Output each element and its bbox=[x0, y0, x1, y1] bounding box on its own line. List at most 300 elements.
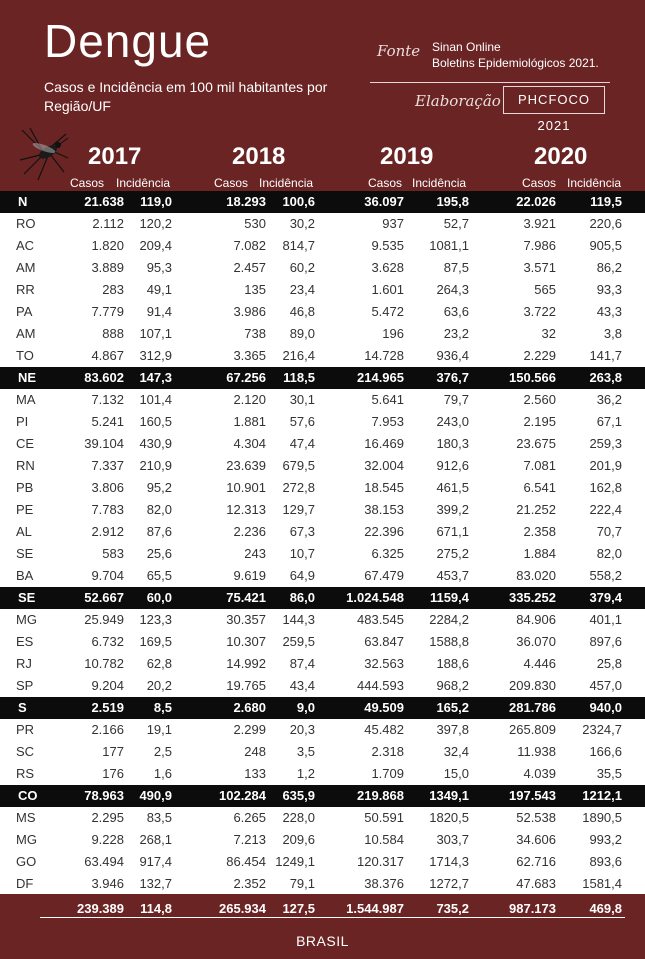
cases-cell: 177 bbox=[102, 744, 124, 759]
region-row bbox=[0, 191, 645, 213]
incidence-cell: 89,0 bbox=[289, 326, 315, 341]
cases-cell: 2.195 bbox=[523, 414, 556, 429]
total-row bbox=[0, 894, 645, 924]
cases-cell: 2.295 bbox=[91, 810, 124, 825]
cases-cell: 2.112 bbox=[92, 216, 124, 231]
cases-cell: 1.709 bbox=[371, 766, 404, 781]
page-subtitle: Casos e Incidência em 100 mil habitantes por Região/UF bbox=[44, 79, 328, 114]
total-cases-cell: 239.389 bbox=[77, 901, 124, 916]
incidence-cell: 243,0 bbox=[436, 414, 469, 429]
incidence-cell: 2,5 bbox=[153, 744, 172, 759]
cases-cell: 4.446 bbox=[523, 656, 556, 671]
cases-cell: 7.986 bbox=[523, 238, 556, 253]
incidence-cell: 216,4 bbox=[282, 348, 315, 363]
incidence-cell: 67,3 bbox=[289, 524, 315, 539]
uf-code: DF bbox=[16, 876, 34, 891]
cases-cell: 196 bbox=[382, 326, 404, 341]
cases-cell: 248 bbox=[244, 744, 266, 759]
incidence-cell: 52,7 bbox=[443, 216, 469, 231]
cases-cell: 1.881 bbox=[233, 414, 266, 429]
cases-cell: 937 bbox=[382, 216, 404, 231]
cases-cell: 4.304 bbox=[233, 436, 266, 451]
table-row bbox=[0, 323, 645, 345]
incidence-cell: 25,8 bbox=[596, 656, 622, 671]
cases-cell: 6.265 bbox=[233, 810, 266, 825]
incidence-cell: 209,6 bbox=[282, 832, 315, 847]
incidence-cell: 49,1 bbox=[146, 282, 172, 297]
incidence-cell: 1890,5 bbox=[582, 810, 622, 825]
incidence-cell: 79,1 bbox=[289, 876, 315, 891]
incidence-cell: 917,4 bbox=[139, 854, 172, 869]
cases-cell: 7.779 bbox=[91, 304, 124, 319]
uf-code: PR bbox=[16, 722, 35, 737]
incidence-cell: 32,4 bbox=[443, 744, 469, 759]
cases-cell: 83.602 bbox=[84, 370, 124, 385]
uf-code: BA bbox=[16, 568, 34, 583]
table-row bbox=[0, 455, 645, 477]
incidence-cell: 814,7 bbox=[282, 238, 315, 253]
cases-cell: 219.868 bbox=[357, 788, 404, 803]
cases-cell: 7.081 bbox=[523, 458, 556, 473]
uf-code: PI bbox=[16, 414, 29, 429]
incidence-cell: 166,6 bbox=[589, 744, 622, 759]
cases-cell: 6.325 bbox=[371, 546, 404, 561]
cases-cell: 7.337 bbox=[91, 458, 124, 473]
cases-cell: 2.120 bbox=[233, 392, 266, 407]
table-row bbox=[0, 521, 645, 543]
header bbox=[0, 0, 645, 195]
incidence-cell: 490,9 bbox=[139, 788, 172, 803]
region-row bbox=[0, 697, 645, 719]
column-header-incidencia: Incidência bbox=[116, 176, 171, 190]
cases-cell: 4.039 bbox=[523, 766, 556, 781]
uf-code: PE bbox=[16, 502, 34, 517]
incidence-cell: 1349,1 bbox=[429, 788, 469, 803]
region-code: N bbox=[18, 194, 28, 209]
table-row bbox=[0, 631, 645, 653]
cases-cell: 5.241 bbox=[91, 414, 124, 429]
table-row bbox=[0, 499, 645, 521]
table-row bbox=[0, 741, 645, 763]
cases-cell: 3.946 bbox=[91, 876, 124, 891]
cases-cell: 23.639 bbox=[226, 458, 266, 473]
incidence-cell: 162,8 bbox=[589, 480, 622, 495]
incidence-cell: 20,2 bbox=[146, 678, 172, 693]
cases-cell: 1.024.548 bbox=[346, 590, 404, 605]
incidence-cell: 268,1 bbox=[139, 832, 172, 847]
incidence-cell: 60,2 bbox=[289, 260, 315, 275]
cases-cell: 738 bbox=[244, 326, 266, 341]
cases-cell: 5.472 bbox=[371, 304, 404, 319]
incidence-cell: 23,2 bbox=[443, 326, 469, 341]
incidence-cell: 35,5 bbox=[596, 766, 622, 781]
cases-cell: 3.571 bbox=[523, 260, 556, 275]
table-row bbox=[0, 763, 645, 785]
incidence-cell: 8,5 bbox=[153, 700, 172, 715]
incidence-cell: 43,4 bbox=[289, 678, 315, 693]
table-row bbox=[0, 653, 645, 675]
incidence-cell: 397,8 bbox=[436, 722, 469, 737]
cases-cell: 2.299 bbox=[233, 722, 266, 737]
incidence-cell: 43,3 bbox=[596, 304, 622, 319]
cases-cell: 150.566 bbox=[509, 370, 556, 385]
table-row bbox=[0, 477, 645, 499]
cases-cell: 34.606 bbox=[516, 832, 556, 847]
cases-cell: 32 bbox=[541, 326, 556, 341]
incidence-cell: 119,0 bbox=[140, 194, 172, 209]
page-title: Dengue bbox=[44, 15, 212, 67]
incidence-cell: 263,8 bbox=[589, 370, 622, 385]
incidence-cell: 671,1 bbox=[436, 524, 469, 539]
incidence-cell: 118,5 bbox=[283, 370, 315, 385]
incidence-cell: 100,6 bbox=[282, 194, 315, 209]
cases-cell: 135 bbox=[244, 282, 266, 297]
cases-cell: 22.026 bbox=[516, 194, 556, 209]
cases-cell: 5.641 bbox=[371, 392, 404, 407]
year-2018: 2018 bbox=[232, 143, 286, 170]
incidence-cell: 95,2 bbox=[146, 480, 172, 495]
incidence-cell: 897,6 bbox=[589, 634, 622, 649]
incidence-cell: 1,6 bbox=[153, 766, 172, 781]
uf-code: AM bbox=[16, 260, 36, 275]
incidence-cell: 1212,1 bbox=[582, 788, 622, 803]
incidence-cell: 1081,1 bbox=[429, 238, 469, 253]
table-row bbox=[0, 345, 645, 367]
cases-cell: 2.229 bbox=[523, 348, 556, 363]
elaboration-badge: PHCFOCO 2021 bbox=[503, 86, 605, 114]
uf-code: SP bbox=[16, 678, 34, 693]
uf-code: MA bbox=[16, 392, 36, 407]
cases-cell: 52.538 bbox=[516, 810, 556, 825]
incidence-cell: 141,7 bbox=[589, 348, 622, 363]
incidence-cell: 679,5 bbox=[282, 458, 315, 473]
uf-code: SC bbox=[16, 744, 35, 759]
source-line-2: Boletins Epidemiológicos 2021. bbox=[432, 56, 599, 70]
table-row bbox=[0, 213, 645, 235]
cases-cell: 38.153 bbox=[364, 502, 404, 517]
uf-code: RJ bbox=[16, 656, 32, 671]
incidence-cell: 95,3 bbox=[146, 260, 172, 275]
uf-code: AM bbox=[16, 326, 36, 341]
cases-cell: 18.545 bbox=[364, 480, 404, 495]
cases-cell: 78.963 bbox=[84, 788, 124, 803]
incidence-cell: 120,2 bbox=[139, 216, 172, 231]
incidence-cell: 430,9 bbox=[139, 436, 172, 451]
incidence-cell: 1,2 bbox=[296, 766, 315, 781]
cases-cell: 281.786 bbox=[509, 700, 556, 715]
incidence-cell: 144,3 bbox=[282, 612, 315, 627]
total-incidence-cell: 735,2 bbox=[436, 901, 469, 916]
cases-cell: 1.820 bbox=[91, 238, 124, 253]
column-header-incidencia: Incidência bbox=[259, 176, 314, 190]
incidence-cell: 82,0 bbox=[596, 546, 622, 561]
uf-code: MG bbox=[16, 612, 37, 627]
cases-cell: 3.722 bbox=[523, 304, 556, 319]
table-row bbox=[0, 279, 645, 301]
table-row bbox=[0, 565, 645, 587]
incidence-cell: 62,8 bbox=[146, 656, 172, 671]
cases-cell: 214.965 bbox=[357, 370, 404, 385]
column-header-incidencia: Incidência bbox=[567, 176, 622, 190]
cases-cell: 3.365 bbox=[233, 348, 266, 363]
incidence-cell: 47,4 bbox=[289, 436, 315, 451]
incidence-cell: 83,5 bbox=[146, 810, 172, 825]
uf-code: TO bbox=[16, 348, 34, 363]
uf-code: CE bbox=[16, 436, 35, 451]
cases-cell: 3.628 bbox=[371, 260, 404, 275]
uf-code: RO bbox=[16, 216, 36, 231]
cases-cell: 39.104 bbox=[84, 436, 124, 451]
incidence-cell: 36,2 bbox=[596, 392, 622, 407]
cases-cell: 10.901 bbox=[226, 480, 266, 495]
cases-cell: 120.317 bbox=[357, 854, 404, 869]
incidence-cell: 60,0 bbox=[146, 590, 172, 605]
cases-cell: 9.619 bbox=[233, 568, 266, 583]
cases-cell: 197.543 bbox=[509, 788, 556, 803]
cases-cell: 47.683 bbox=[516, 876, 556, 891]
cases-cell: 23.675 bbox=[516, 436, 556, 451]
mosquito-icon bbox=[14, 124, 72, 182]
cases-cell: 9.704 bbox=[91, 568, 124, 583]
cases-cell: 22.396 bbox=[364, 524, 404, 539]
incidence-cell: 1820,5 bbox=[429, 810, 469, 825]
incidence-cell: 905,5 bbox=[589, 238, 622, 253]
cases-cell: 38.376 bbox=[364, 876, 404, 891]
source-text bbox=[432, 39, 599, 71]
incidence-cell: 303,7 bbox=[436, 832, 469, 847]
uf-code: MG bbox=[16, 832, 37, 847]
incidence-cell: 67,1 bbox=[596, 414, 622, 429]
incidence-cell: 123,3 bbox=[139, 612, 172, 627]
region-row bbox=[0, 785, 645, 807]
incidence-cell: 2284,2 bbox=[429, 612, 469, 627]
incidence-cell: 457,0 bbox=[589, 678, 622, 693]
incidence-cell: 461,5 bbox=[436, 480, 469, 495]
cases-cell: 2.519 bbox=[91, 700, 124, 715]
incidence-cell: 209,4 bbox=[139, 238, 172, 253]
uf-code: PA bbox=[16, 304, 33, 319]
region-row bbox=[0, 367, 645, 389]
cases-cell: 7.213 bbox=[233, 832, 266, 847]
cases-cell: 583 bbox=[102, 546, 124, 561]
cases-cell: 2.236 bbox=[233, 524, 266, 539]
cases-cell: 19.765 bbox=[226, 678, 266, 693]
table-row bbox=[0, 873, 645, 895]
table-row bbox=[0, 257, 645, 279]
incidence-cell: 63,6 bbox=[443, 304, 469, 319]
incidence-cell: 1272,7 bbox=[429, 876, 469, 891]
cases-cell: 10.307 bbox=[226, 634, 266, 649]
incidence-cell: 376,7 bbox=[436, 370, 469, 385]
data-table bbox=[0, 191, 645, 894]
cases-cell: 67.479 bbox=[364, 568, 404, 583]
table-row bbox=[0, 389, 645, 411]
cases-cell: 7.082 bbox=[233, 238, 266, 253]
incidence-cell: 936,4 bbox=[436, 348, 469, 363]
cases-cell: 2.680 bbox=[233, 700, 266, 715]
incidence-cell: 20,3 bbox=[289, 722, 315, 737]
cases-cell: 18.293 bbox=[226, 194, 266, 209]
incidence-cell: 64,9 bbox=[289, 568, 315, 583]
incidence-cell: 82,0 bbox=[146, 502, 172, 517]
cases-cell: 32.004 bbox=[364, 458, 404, 473]
incidence-cell: 264,3 bbox=[436, 282, 469, 297]
table-row bbox=[0, 433, 645, 455]
incidence-cell: 3,8 bbox=[603, 326, 622, 341]
incidence-cell: 401,1 bbox=[589, 612, 622, 627]
incidence-cell: 188,6 bbox=[436, 656, 469, 671]
column-header-incidencia: Incidência bbox=[412, 176, 467, 190]
cases-cell: 2.560 bbox=[523, 392, 556, 407]
total-incidence-cell: 469,8 bbox=[589, 901, 622, 916]
cases-cell: 45.482 bbox=[364, 722, 404, 737]
uf-code: MS bbox=[16, 810, 36, 825]
incidence-cell: 3,5 bbox=[296, 744, 315, 759]
incidence-cell: 1159,4 bbox=[429, 590, 469, 605]
incidence-cell: 169,5 bbox=[139, 634, 172, 649]
elaboration-label: Elaboração bbox=[415, 92, 501, 110]
cases-cell: 2.358 bbox=[523, 524, 556, 539]
uf-code: RS bbox=[16, 766, 35, 781]
incidence-cell: 2324,7 bbox=[582, 722, 622, 737]
table-row bbox=[0, 719, 645, 741]
incidence-cell: 87,6 bbox=[146, 524, 172, 539]
total-cases-cell: 987.173 bbox=[509, 901, 556, 916]
cases-cell: 102.284 bbox=[219, 788, 266, 803]
incidence-cell: 180,3 bbox=[436, 436, 469, 451]
incidence-cell: 30,1 bbox=[289, 392, 315, 407]
cases-cell: 63.494 bbox=[84, 854, 124, 869]
cases-cell: 36.097 bbox=[364, 194, 404, 209]
cases-cell: 10.782 bbox=[84, 656, 124, 671]
incidence-cell: 15,0 bbox=[443, 766, 469, 781]
incidence-cell: 912,6 bbox=[436, 458, 469, 473]
cases-cell: 67.256 bbox=[226, 370, 266, 385]
incidence-cell: 79,7 bbox=[443, 392, 469, 407]
incidence-cell: 259,5 bbox=[282, 634, 315, 649]
cases-cell: 6.541 bbox=[523, 480, 556, 495]
cases-cell: 2.912 bbox=[91, 524, 124, 539]
table-row bbox=[0, 609, 645, 631]
incidence-cell: 201,9 bbox=[589, 458, 622, 473]
table-row bbox=[0, 807, 645, 829]
incidence-cell: 65,5 bbox=[146, 568, 172, 583]
cases-cell: 14.728 bbox=[364, 348, 404, 363]
incidence-cell: 275,2 bbox=[436, 546, 469, 561]
table-row bbox=[0, 851, 645, 873]
cases-cell: 63.847 bbox=[364, 634, 404, 649]
table-row bbox=[0, 829, 645, 851]
source-line-1: Sinan Online bbox=[432, 40, 501, 54]
cases-cell: 32.563 bbox=[364, 656, 404, 671]
incidence-cell: 57,6 bbox=[289, 414, 315, 429]
incidence-cell: 993,2 bbox=[589, 832, 622, 847]
cases-cell: 50.591 bbox=[364, 810, 404, 825]
cases-cell: 75.421 bbox=[226, 590, 266, 605]
incidence-cell: 222,4 bbox=[589, 502, 622, 517]
uf-code: ES bbox=[16, 634, 34, 649]
cases-cell: 530 bbox=[244, 216, 266, 231]
column-header-casos: Casos bbox=[214, 176, 249, 190]
year-2019: 2019 bbox=[380, 143, 434, 170]
incidence-cell: 399,2 bbox=[436, 502, 469, 517]
cases-cell: 444.593 bbox=[357, 678, 404, 693]
incidence-cell: 165,2 bbox=[436, 700, 469, 715]
total-cases-cell: 265.934 bbox=[219, 901, 266, 916]
cases-cell: 21.638 bbox=[84, 194, 124, 209]
region-row bbox=[0, 587, 645, 609]
table-row bbox=[0, 675, 645, 697]
divider bbox=[370, 82, 610, 83]
table-row bbox=[0, 543, 645, 565]
cases-cell: 3.889 bbox=[91, 260, 124, 275]
incidence-cell: 93,3 bbox=[596, 282, 622, 297]
cases-cell: 3.986 bbox=[233, 304, 266, 319]
incidence-cell: 453,7 bbox=[436, 568, 469, 583]
incidence-cell: 86,2 bbox=[596, 260, 622, 275]
incidence-cell: 70,7 bbox=[596, 524, 622, 539]
uf-code: RR bbox=[16, 282, 35, 297]
region-code: SE bbox=[18, 590, 36, 605]
cases-cell: 7.953 bbox=[371, 414, 404, 429]
incidence-cell: 272,8 bbox=[282, 480, 315, 495]
incidence-cell: 147,3 bbox=[139, 370, 172, 385]
region-code: S bbox=[18, 700, 27, 715]
cases-cell: 7.132 bbox=[91, 392, 124, 407]
cases-cell: 283 bbox=[102, 282, 124, 297]
uf-code: SE bbox=[16, 546, 34, 561]
incidence-cell: 25,6 bbox=[146, 546, 172, 561]
cases-cell: 10.584 bbox=[364, 832, 404, 847]
incidence-cell: 132,7 bbox=[139, 876, 172, 891]
region-code: CO bbox=[18, 788, 38, 803]
region-code: NE bbox=[18, 370, 37, 385]
total-divider bbox=[40, 917, 625, 918]
incidence-cell: 1581,4 bbox=[582, 876, 622, 891]
cases-cell: 9.535 bbox=[371, 238, 404, 253]
cases-cell: 133 bbox=[244, 766, 266, 781]
cases-cell: 565 bbox=[534, 282, 556, 297]
cases-cell: 483.545 bbox=[357, 612, 404, 627]
uf-code: PB bbox=[16, 480, 34, 495]
incidence-cell: 87,5 bbox=[443, 260, 469, 275]
incidence-cell: 228,0 bbox=[282, 810, 315, 825]
incidence-cell: 160,5 bbox=[139, 414, 172, 429]
uf-code: AL bbox=[16, 524, 32, 539]
incidence-cell: 940,0 bbox=[589, 700, 622, 715]
cases-cell: 209.830 bbox=[509, 678, 556, 693]
table-row bbox=[0, 301, 645, 323]
cases-cell: 83.020 bbox=[516, 568, 556, 583]
cases-cell: 7.783 bbox=[91, 502, 124, 517]
cases-cell: 6.732 bbox=[91, 634, 124, 649]
incidence-cell: 893,6 bbox=[589, 854, 622, 869]
cases-cell: 1.884 bbox=[523, 546, 556, 561]
cases-cell: 30.357 bbox=[226, 612, 266, 627]
cases-cell: 3.921 bbox=[523, 216, 556, 231]
incidence-cell: 91,4 bbox=[146, 304, 172, 319]
cases-cell: 335.252 bbox=[509, 590, 556, 605]
cases-cell: 4.867 bbox=[91, 348, 124, 363]
incidence-cell: 558,2 bbox=[589, 568, 622, 583]
year-2020: 2020 bbox=[534, 143, 588, 170]
incidence-cell: 1588,8 bbox=[429, 634, 469, 649]
cases-cell: 62.716 bbox=[516, 854, 556, 869]
incidence-cell: 195,8 bbox=[436, 194, 469, 209]
source-label: Fonte bbox=[377, 42, 421, 60]
incidence-cell: 19,1 bbox=[146, 722, 172, 737]
total-incidence-cell: 127,5 bbox=[282, 901, 315, 916]
